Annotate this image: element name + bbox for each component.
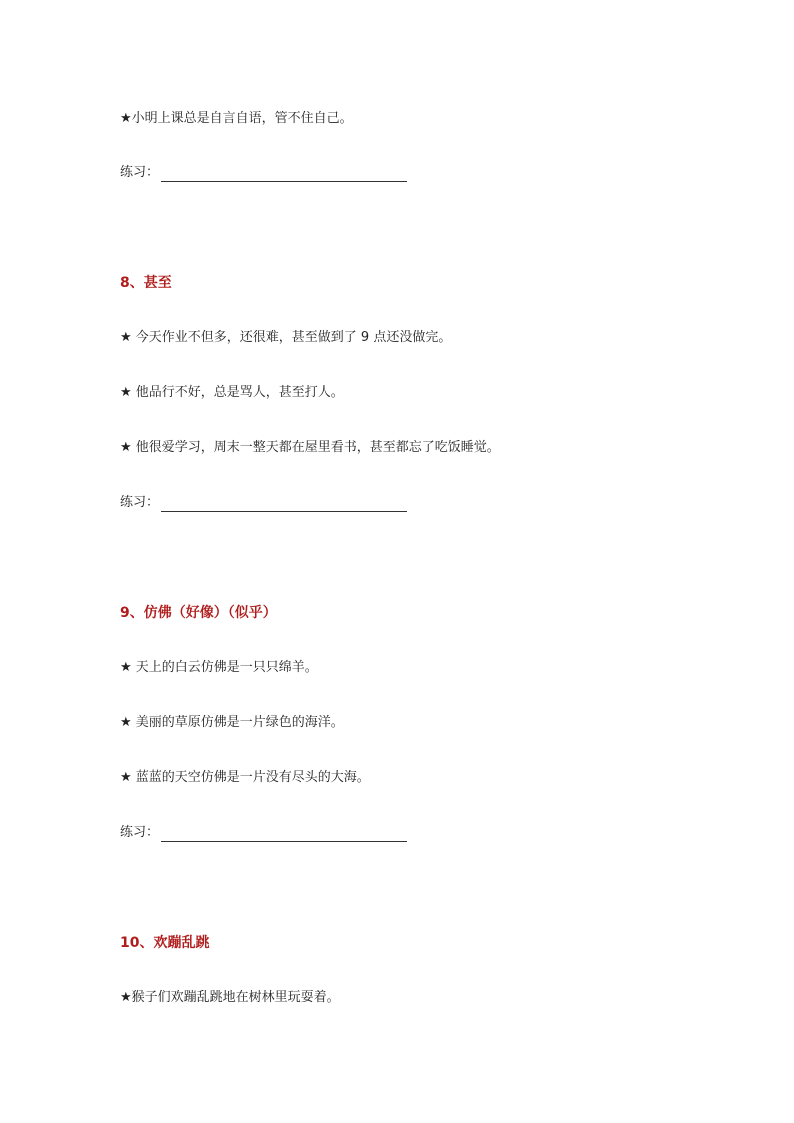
practice-label: 练习： — [120, 495, 160, 510]
section-heading: 8、甚至 — [120, 275, 172, 291]
practice-line — [120, 164, 407, 182]
practice-label: 练习： — [120, 825, 160, 840]
example-sentence: ★ 他很爱学习，周末一整天都在屋里看书，甚至都忘了吃饭睡觉。 — [120, 440, 500, 455]
practice-blank[interactable] — [161, 828, 407, 842]
practice-blank[interactable] — [161, 498, 407, 512]
example-sentence: ★ 蓝蓝的天空仿佛是一片没有尽头的大海。 — [120, 770, 370, 785]
practice-line — [120, 494, 407, 512]
example-sentence: ★ 天上的白云仿佛是一只只绵羊。 — [120, 660, 318, 675]
example-sentence: ★ 美丽的草原仿佛是一片绿色的海洋。 — [120, 715, 344, 730]
example-sentence: ★小明上课总是自言自语，管不住自己。 — [120, 111, 353, 126]
example-sentence: ★猴子们欢蹦乱跳地在树林里玩耍着。 — [120, 990, 340, 1005]
example-sentence: ★ 今天作业不但多，还很难，甚至做到了 9 点还没做完。 — [120, 330, 452, 345]
practice-label: 练习： — [120, 165, 160, 180]
section-heading: 10、欢蹦乱跳 — [120, 935, 210, 951]
section-heading: 9、仿佛（好像）（似乎） — [120, 605, 277, 621]
practice-line — [120, 824, 407, 842]
example-sentence: ★ 他品行不好，总是骂人，甚至打人。 — [120, 385, 344, 400]
practice-blank[interactable] — [161, 168, 407, 182]
